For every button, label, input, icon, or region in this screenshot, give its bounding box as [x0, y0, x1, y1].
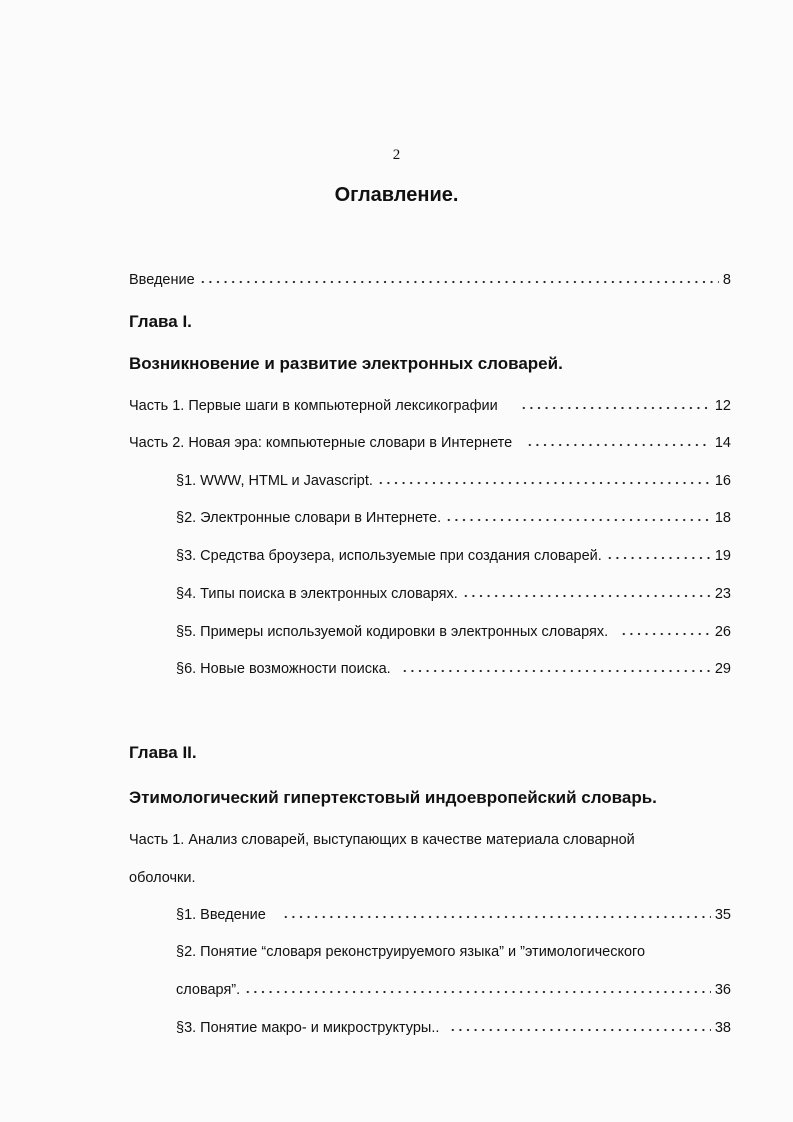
- toc-entry[interactable]: [176, 510, 731, 526]
- entry-page: 23: [714, 586, 731, 602]
- entry-text: Часть 1. Анализ словарей, выступающих в качестве материала словарной: [129, 832, 635, 848]
- toc-entry[interactable]: [176, 944, 731, 960]
- page-number: 2: [392, 147, 401, 163]
- entry-text: §3. Средства броузера, используемые при создания словарей.: [176, 548, 602, 564]
- chapter-1-title: Возникновение и развитие электронных словарей.: [129, 354, 563, 373]
- toc-entry[interactable]: [176, 548, 731, 564]
- entry-text: оболочки.: [129, 870, 196, 886]
- dot-leader: [445, 512, 711, 522]
- toc-entry-part1-line1[interactable]: [129, 832, 731, 848]
- dot-leader: [462, 588, 711, 598]
- toc-entry[interactable]: [129, 435, 731, 451]
- toc-entry[interactable]: [176, 982, 731, 998]
- chapter-2-label: Глава II.: [129, 743, 197, 762]
- entry-page: 16: [714, 473, 731, 489]
- entry-page: 14: [714, 435, 731, 451]
- entry-page: 18: [714, 510, 731, 526]
- entry-page: 35: [714, 907, 731, 923]
- entry-text: §4. Типы поиска в электронных словарях.: [176, 586, 458, 602]
- entry-page: 38: [714, 1020, 731, 1036]
- entry-page: 19: [714, 548, 731, 564]
- dot-leader: [449, 1022, 710, 1032]
- toc-entry[interactable]: [176, 624, 731, 640]
- dot-leader: [606, 550, 711, 560]
- dot-leader: [620, 626, 711, 636]
- entry-page: 12: [714, 398, 731, 414]
- entry-text: §2. Электронные словари в Интернете.: [176, 510, 442, 526]
- dot-leader: [199, 274, 719, 284]
- toc-entry-intro[interactable]: [129, 272, 731, 288]
- toc-entry[interactable]: [176, 1020, 731, 1036]
- entry-text: Часть 1. Первые шаги в компьютерной лексикографии: [129, 398, 498, 414]
- dot-leader: [244, 984, 711, 994]
- chapter-2-title: Этимологический гипертекстовый индоевропейский словарь.: [129, 788, 657, 807]
- toc-entry[interactable]: [129, 398, 731, 414]
- entry-text: §6. Новые возможности поиска.: [176, 661, 391, 677]
- entry-text: §2. Понятие “словаря реконструируемого языка” и ”этимологического: [176, 944, 646, 960]
- page-title: Оглавление.: [334, 184, 459, 206]
- dot-leader: [401, 663, 711, 673]
- toc-entry[interactable]: [176, 661, 731, 677]
- dot-leader: [526, 437, 711, 447]
- dot-leader: [282, 909, 711, 919]
- chapter-1-label: Глава I.: [129, 312, 192, 331]
- entry-page: 8: [722, 272, 731, 288]
- entry-text: §3. Понятие макро- и микроструктуры..: [176, 1020, 440, 1036]
- entry-text: словаря”.: [176, 982, 241, 998]
- dot-leader: [520, 400, 711, 410]
- entry-text: Введение: [129, 272, 195, 288]
- toc-entry[interactable]: [176, 586, 731, 602]
- entry-text: §1. WWW, HTML и Javascript.: [176, 473, 373, 489]
- entry-page: 29: [714, 661, 731, 677]
- entry-text: §5. Примеры используемой кодировки в электронных словарях.: [176, 624, 609, 640]
- dot-leader: [377, 475, 711, 485]
- toc-entry[interactable]: [176, 473, 731, 489]
- entry-text: Часть 2. Новая эра: компьютерные словари в Интернете: [129, 435, 513, 451]
- entry-page: 36: [714, 982, 731, 998]
- toc-entry-part1-line2[interactable]: [129, 870, 731, 886]
- entry-page: 26: [714, 624, 731, 640]
- entry-text: §1. Введение: [176, 907, 266, 923]
- toc-entry[interactable]: [176, 907, 731, 923]
